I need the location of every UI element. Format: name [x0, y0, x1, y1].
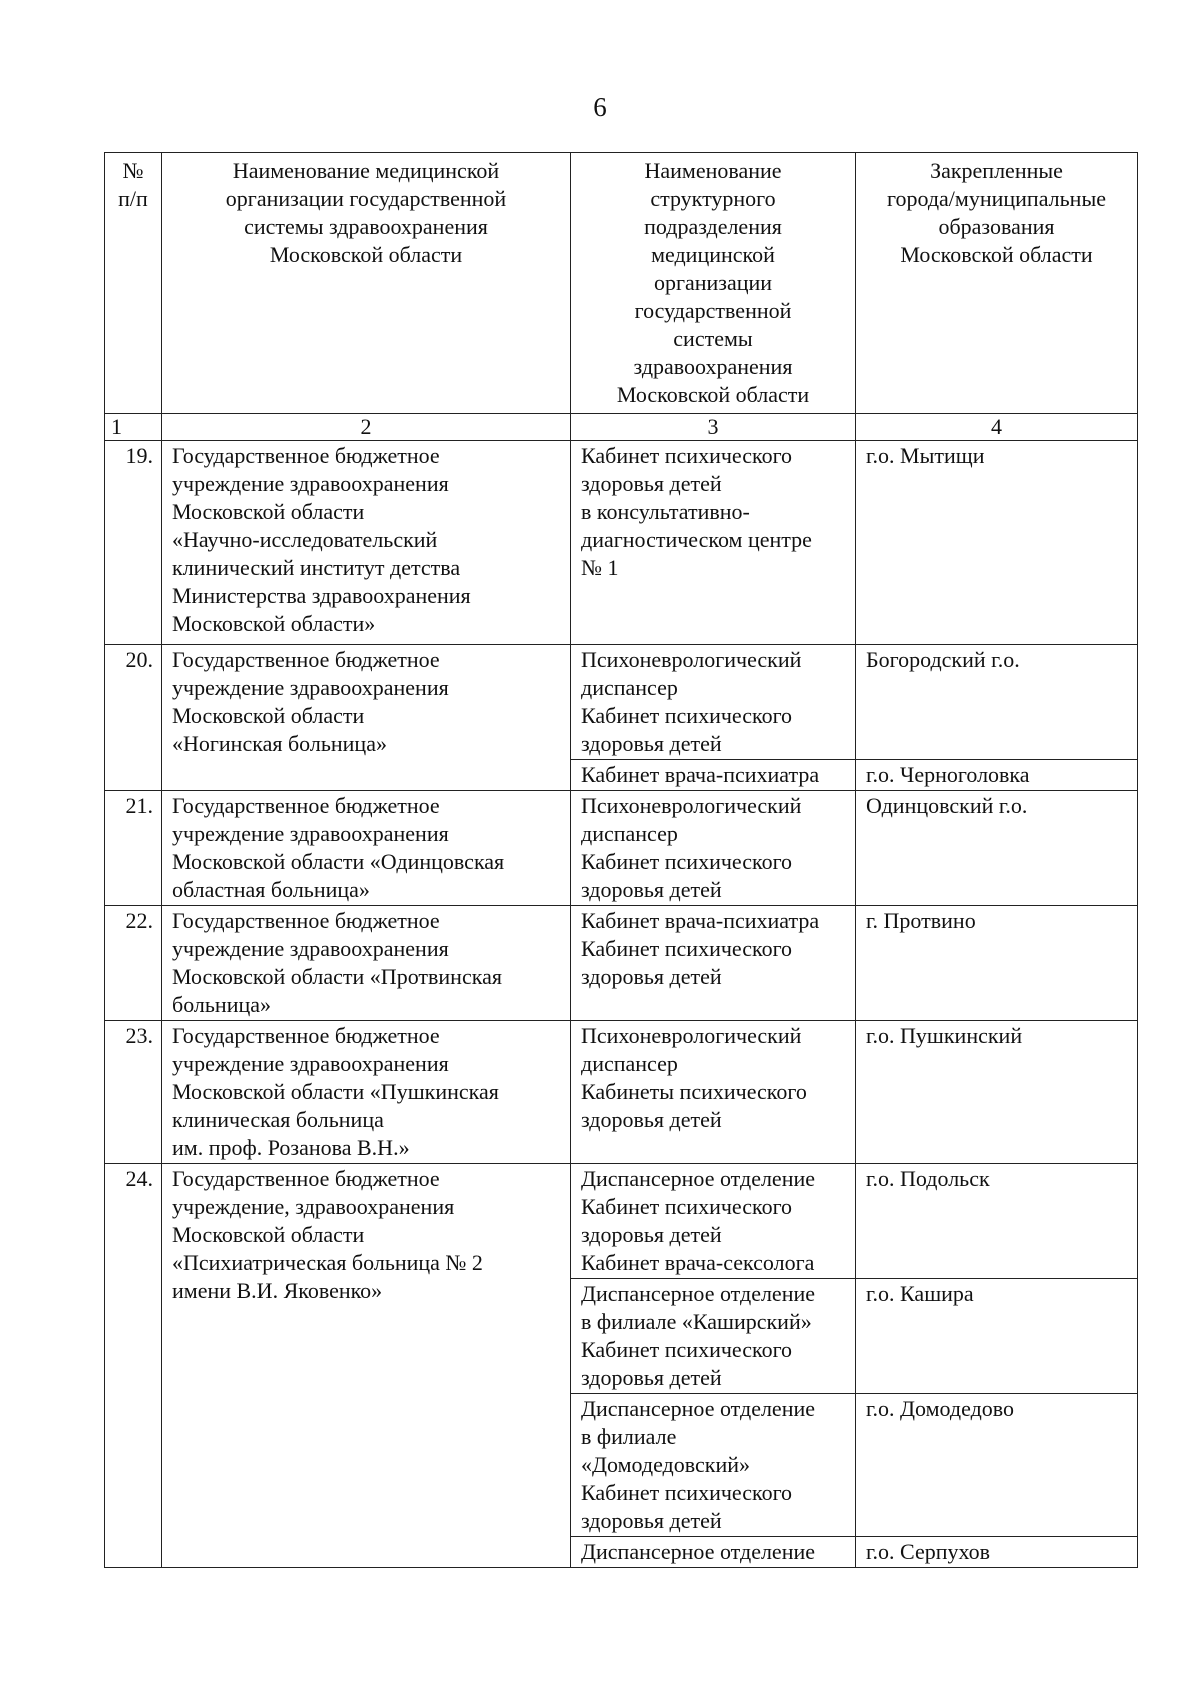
text-line: Наименование медицинской [232, 158, 500, 183]
text-line: здравоохранения [633, 354, 793, 379]
text-line: Кабинет врача-сексолога [581, 1250, 815, 1275]
text-line: здоровья детей [581, 964, 722, 989]
organization-name [162, 1021, 571, 1164]
text-line: «Психиатрическая больница № 2 [172, 1250, 483, 1275]
text-line: Психоневрологический [581, 793, 802, 818]
text-line: структурного [650, 186, 776, 211]
organization-name [162, 906, 571, 1021]
text-line: Московской области [900, 242, 1093, 267]
text-line: Диспансерное отделение [581, 1166, 816, 1191]
text-line: учреждение здравоохранения [172, 675, 449, 700]
text-line: организации [653, 270, 773, 295]
unit-name [571, 906, 856, 1021]
text-line: медицинской [651, 242, 775, 267]
text-line: Кабинет психического [581, 936, 793, 961]
text-line: Государственное бюджетное [172, 793, 440, 818]
table-row [105, 791, 1138, 906]
text-line: Московской области [616, 382, 810, 407]
text-line: здоровья детей [581, 731, 722, 756]
text-line: системы здравоохранения [244, 214, 488, 239]
text-line: здоровья детей [581, 471, 722, 496]
assigned-area: Богородский г.о. [856, 645, 1138, 760]
header-number [105, 153, 162, 414]
assigned-area: г.о. Домодедово [856, 1394, 1138, 1537]
text-line: Московской области [269, 242, 463, 267]
text-line: города/муниципальные [887, 186, 1106, 211]
organization-name [162, 791, 571, 906]
text-line: Кабинет психического [581, 1337, 793, 1362]
text-line: Государственное бюджетное [172, 908, 440, 933]
text-line: образования [938, 214, 1055, 239]
text-line: диспансер [581, 1051, 678, 1076]
assigned-area: г.о. Подольск [856, 1164, 1138, 1279]
text-line: «Ногинская больница» [172, 731, 387, 756]
text-line: «Домодедовский» [581, 1452, 750, 1477]
text-line: организации государственной [225, 186, 507, 211]
row-number: 24. [105, 1164, 162, 1568]
table-row [105, 1021, 1138, 1164]
table-row [105, 645, 1138, 760]
unit-name [571, 441, 856, 645]
unit-name [571, 1537, 856, 1568]
page-number: 6 [593, 92, 607, 122]
assigned-area: г.о. Пушкинский [856, 1021, 1138, 1164]
organization-name [162, 1164, 571, 1568]
text-line: Государственное бюджетное [172, 647, 440, 672]
text-line: Кабинет психического [581, 703, 793, 728]
text-line: системы [673, 326, 753, 351]
table-row [105, 906, 1138, 1021]
text-line: Московской области [172, 1222, 365, 1247]
header-organization [162, 153, 571, 414]
column-numbers-row [105, 414, 1138, 441]
text-line: в филиале [581, 1424, 677, 1449]
text-line: Кабинет врача-психиатра [581, 908, 820, 933]
text-line: № [122, 158, 144, 183]
row-number: 22. [105, 906, 162, 1021]
unit-name [571, 760, 856, 791]
text-line: учреждение здравоохранения [172, 821, 449, 846]
text-line: «Научно-исследовательский [172, 527, 438, 552]
text-line: учреждение здравоохранения [172, 471, 449, 496]
text-line: государственной [634, 298, 792, 323]
column-number: 1 [105, 414, 162, 441]
text-line: клиническая больница [172, 1107, 384, 1132]
row-number: 19. [105, 441, 162, 645]
text-line: Московской области [172, 499, 365, 524]
text-line: учреждение здравоохранения [172, 1051, 449, 1076]
organization-name [162, 645, 571, 791]
text-line: областная больница» [172, 877, 370, 902]
text-line: Кабинет психического [581, 849, 793, 874]
text-line: Московской области [172, 703, 365, 728]
text-line: здоровья детей [581, 1222, 722, 1247]
column-number: 4 [856, 414, 1138, 441]
unit-name [571, 1164, 856, 1279]
text-line: Государственное бюджетное [172, 443, 440, 468]
text-line: диспансер [581, 821, 678, 846]
text-line: здоровья детей [581, 1508, 722, 1533]
text-line: Московской области» [172, 611, 376, 636]
text-line: Кабинет психического [581, 443, 793, 468]
row-number: 23. [105, 1021, 162, 1164]
column-number: 2 [162, 414, 571, 441]
text-line: диагностическом центре [581, 527, 812, 552]
text-line: Кабинет психического [581, 1480, 793, 1505]
row-number: 21. [105, 791, 162, 906]
text-line: Кабинет врача-психиатра [581, 762, 820, 787]
header-structural-unit [571, 153, 856, 414]
unit-name [571, 791, 856, 906]
text-line: Государственное бюджетное [172, 1023, 440, 1048]
text-line: Наименование [644, 158, 782, 183]
organization-name [162, 441, 571, 645]
text-line: № 1 [581, 555, 619, 580]
text-line: Закрепленные [930, 158, 1063, 183]
text-line: Кабинет психического [581, 1194, 793, 1219]
unit-name [571, 1279, 856, 1394]
header-assigned-areas [856, 153, 1138, 414]
institutions-table [104, 152, 1138, 1568]
text-line: имени В.И. Яковенко» [172, 1278, 383, 1303]
text-line: Кабинеты психического [581, 1079, 807, 1104]
text-line: Диспансерное отделение [581, 1281, 816, 1306]
text-line: Московской области «Пушкинская [172, 1079, 499, 1104]
text-line: в филиале «Каширский» [581, 1309, 812, 1334]
text-line: учреждение, здравоохранения [172, 1194, 455, 1219]
assigned-area: г.о. Черноголовка [856, 760, 1138, 791]
text-line: в консультативно- [581, 499, 750, 524]
text-line: Министерства здравоохранения [172, 583, 471, 608]
assigned-area: Одинцовский г.о. [856, 791, 1138, 906]
text-line: Психоневрологический [581, 647, 802, 672]
text-line: им. проф. Розанова В.Н.» [172, 1135, 410, 1160]
text-line: Диспансерное отделение [581, 1539, 816, 1564]
assigned-area: г. Протвино [856, 906, 1138, 1021]
text-line: Диспансерное отделение [581, 1396, 816, 1421]
assigned-area: г.о. Кашира [856, 1279, 1138, 1394]
assigned-area: г.о. Серпухов [856, 1537, 1138, 1568]
text-line: подразделения [644, 214, 782, 239]
text-line: клинический институт детства [172, 555, 461, 580]
table-row [105, 441, 1138, 645]
text-line: здоровья детей [581, 877, 722, 902]
table-row [105, 1164, 1138, 1279]
column-number: 3 [571, 414, 856, 441]
text-line: здоровья детей [581, 1107, 722, 1132]
unit-name [571, 1021, 856, 1164]
text-line: Московской области «Протвинская [172, 964, 502, 989]
unit-name [571, 1394, 856, 1537]
text-line: Психоневрологический [581, 1023, 802, 1048]
unit-name [571, 645, 856, 760]
text-line: Государственное бюджетное [172, 1166, 440, 1191]
table-header-row [105, 153, 1138, 414]
text-line: здоровья детей [581, 1365, 722, 1390]
row-number: 20. [105, 645, 162, 791]
assigned-area: г.о. Мытищи [856, 441, 1138, 645]
text-line: Московской области «Одинцовская [172, 849, 505, 874]
text-line: больница» [172, 992, 271, 1017]
text-line: учреждение здравоохранения [172, 936, 449, 961]
text-line: п/п [118, 186, 148, 211]
text-line: диспансер [581, 675, 678, 700]
